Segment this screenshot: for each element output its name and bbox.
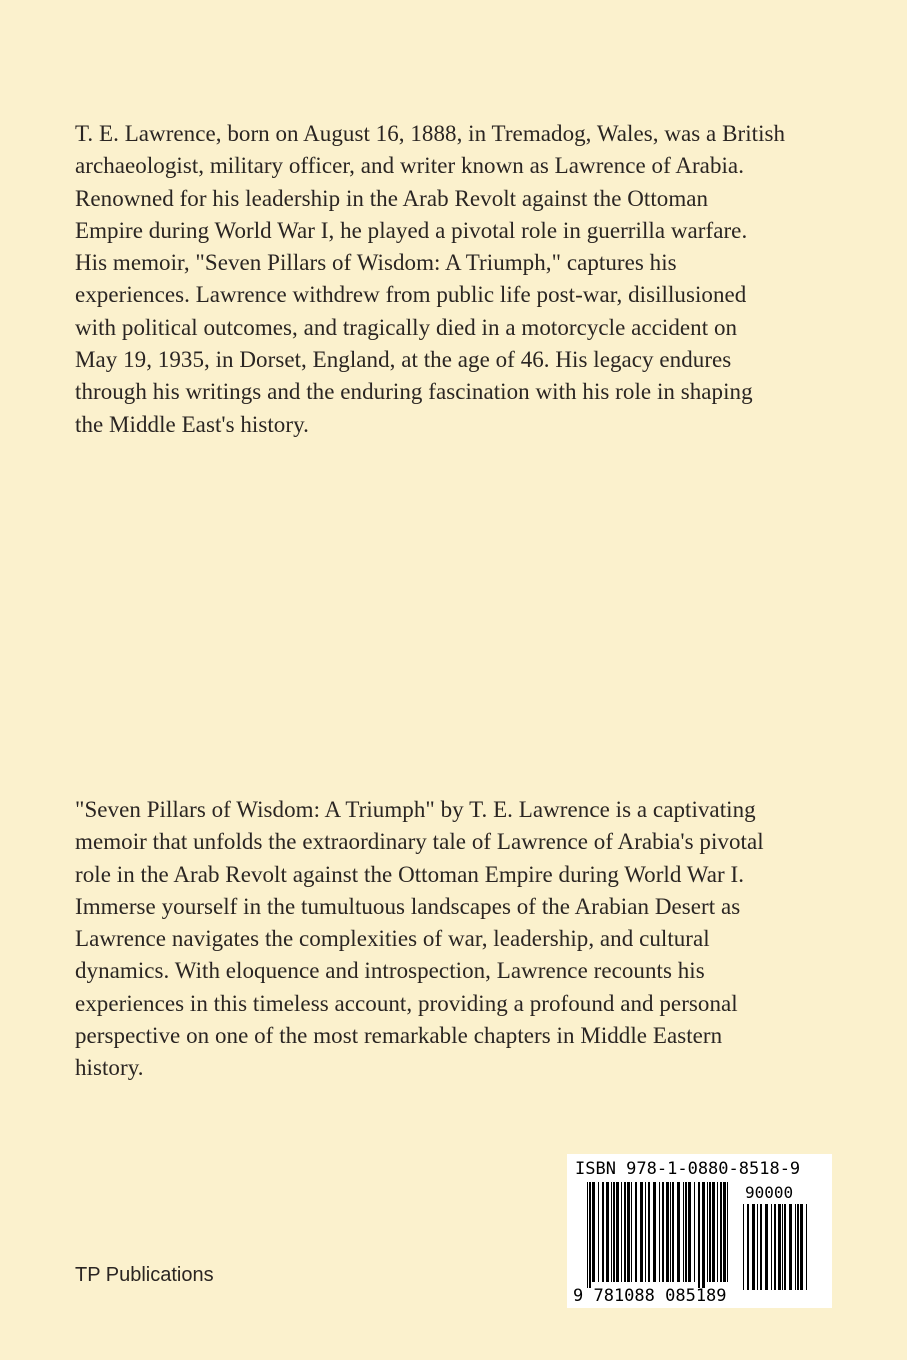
barcode-bar: [602, 1182, 604, 1282]
addon-barcode-bars: [743, 1204, 807, 1290]
barcode-bar: [670, 1182, 671, 1282]
barcode-bar: [743, 1204, 744, 1290]
barcode-bar: [760, 1204, 762, 1290]
author-biography: T. E. Lawrence, born on August 16, 1888, in Tremadog, Wales, was a British archaeologist, military officer, and writer known as Lawrence of Arabia. Renowned for his leadership in the Arab Revolt against the Ottoman Empire during World War I, he played a pivotal role in guerrilla warfare. His memoir, "Seven Pillars of Wisdom: A Triumph," captures his experiences. Lawrence withdrew from public life post-war, disillusioned with political outcomes, and tragically died in a motorcycle accident on May 19, 1935, in Dorset, England, at the age of 46. His legacy endures through his writings and the enduring fascination with his role in shaping the Middle East's history.: [75, 121, 786, 437]
barcode-bar: [624, 1182, 626, 1282]
barcode-bar: [598, 1182, 599, 1282]
barcode-bar: [698, 1182, 700, 1288]
barcode-bar: [707, 1182, 708, 1282]
barcode-bar: [800, 1204, 803, 1290]
barcode-bar: [685, 1182, 687, 1282]
main-barcode-bars: [587, 1182, 728, 1288]
barcode-bar: [648, 1182, 650, 1282]
barcode-bar: [757, 1204, 758, 1290]
barcode-bar: [806, 1204, 807, 1290]
barcode-bar: [677, 1182, 680, 1282]
barcode-bar: [662, 1182, 664, 1282]
barcode-bar: [747, 1204, 749, 1290]
barcode-bar: [694, 1182, 695, 1282]
barcode-bar: [589, 1182, 591, 1288]
barcode-bar: [645, 1182, 646, 1282]
barcode-bar: [727, 1182, 728, 1282]
barcode-bar: [778, 1204, 781, 1290]
barcode-digits: 9 781088 085189: [573, 1286, 727, 1306]
isbn-barcode: [567, 1154, 832, 1308]
barcode-bar: [659, 1182, 660, 1282]
barcode-bar: [723, 1182, 726, 1282]
barcode-bar: [621, 1182, 622, 1282]
barcode-bar: [640, 1182, 643, 1282]
barcode-bar: [653, 1182, 656, 1282]
barcode-bar: [709, 1182, 711, 1282]
barcode-bar: [771, 1204, 772, 1290]
barcode-graphic: [567, 1154, 832, 1308]
barcode-bar: [789, 1204, 792, 1290]
barcode-bar: [616, 1182, 619, 1282]
isbn-label: ISBN 978-1-0880-8518-9: [575, 1159, 801, 1179]
barcode-bar: [752, 1204, 755, 1290]
barcode-bar: [683, 1182, 684, 1282]
barcode-bar: [631, 1182, 632, 1282]
barcode-bar: [774, 1204, 776, 1290]
barcode-bar: [611, 1182, 612, 1282]
barcode-bar: [797, 1204, 799, 1290]
barcode-bar: [795, 1204, 796, 1290]
barcode-bar: [627, 1182, 630, 1282]
barcode-bar: [702, 1182, 705, 1288]
barcode-bar: [666, 1182, 669, 1282]
price-code: 90000: [745, 1183, 794, 1202]
barcode-bar: [717, 1182, 718, 1282]
barcode-bar: [712, 1182, 715, 1282]
barcode-bar: [606, 1182, 609, 1282]
barcode-bar: [592, 1182, 595, 1282]
barcode-bar: [587, 1182, 588, 1288]
barcode-bar: [688, 1182, 691, 1282]
barcode-bar: [782, 1204, 783, 1290]
barcode-bar: [765, 1204, 768, 1290]
barcode-bar: [635, 1182, 637, 1282]
barcode-bar: [672, 1182, 674, 1282]
publisher-name: TP Publications: [75, 1264, 214, 1286]
barcode-bar: [613, 1182, 615, 1282]
book-description: "Seven Pillars of Wisdom: A Triumph" by T. E. Lawrence is a captivating memoir that unfolds the extraordinary tale of Lawrence of Arabia's pivotal role in the Arab Revolt against the Ottoman Empire during World War I. Immerse yourself in the tumultuous landscapes of the Arabian Desert as Lawrence navigates the complexities of war, leadership, and cultural dynamics. With eloquence and introspection, Lawrence recounts his experiences in this timeless account, providing a profound and personal perspective on one of the most remarkable chapters in Middle Eastern history.: [75, 797, 764, 1081]
barcode-bar: [784, 1204, 786, 1290]
barcode-bar: [720, 1182, 722, 1282]
